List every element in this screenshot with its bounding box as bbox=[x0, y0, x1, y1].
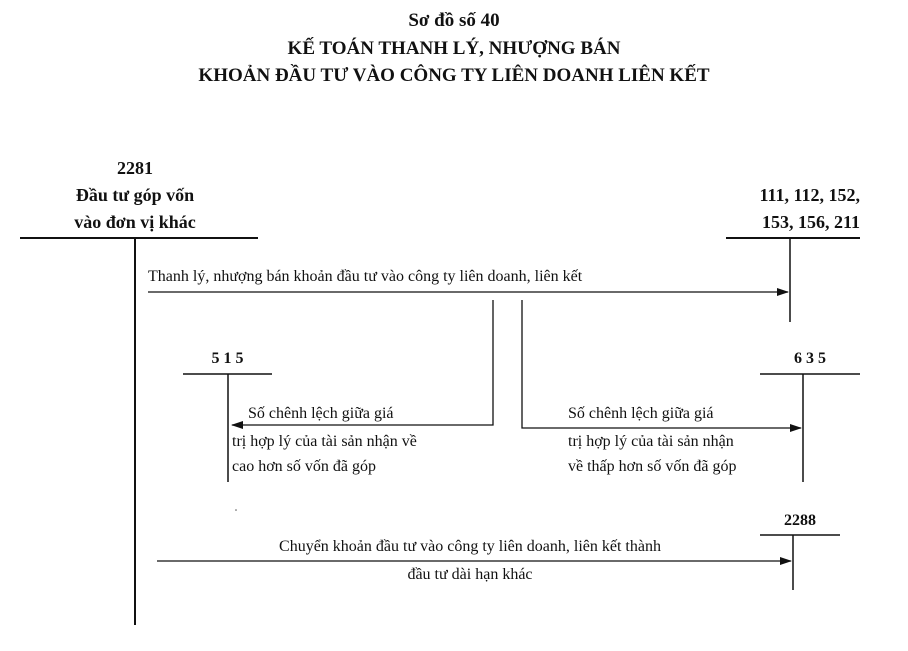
speck bbox=[235, 509, 237, 511]
gain-label-1: Số chênh lệch giữa giá bbox=[248, 405, 394, 422]
loss-label-1: Số chênh lệch giữa giá bbox=[568, 405, 714, 422]
account-635-code: 6 3 5 bbox=[794, 350, 826, 367]
account-2281-code: 2281 bbox=[117, 158, 153, 178]
gain-label-2: trị hợp lý của tài sản nhận về bbox=[232, 433, 417, 450]
account-2288-code: 2288 bbox=[784, 512, 816, 529]
title-line-1: KẾ TOÁN THANH LÝ, NHƯỢNG BÁN bbox=[287, 38, 621, 59]
transfer-label-2: đầu tư dài hạn khác bbox=[407, 566, 533, 583]
account-515-code: 5 1 5 bbox=[211, 350, 244, 367]
transfer-label-1: Chuyển khoản đầu tư vào công ty liên doanh, liên kết thành bbox=[279, 538, 661, 555]
diagram-number: Sơ đồ số 40 bbox=[408, 10, 500, 31]
disposal-label: Thanh lý, nhượng bán khoản đầu tư vào công ty liên doanh, liên kết bbox=[148, 268, 583, 285]
gain-label-3: cao hơn số vốn đã góp bbox=[232, 458, 376, 475]
account-111-line-2: 153, 156, 211 bbox=[761, 212, 860, 232]
title-line-2: KHOẢN ĐẦU TƯ VÀO CÔNG TY LIÊN DOANH LIÊN KẾT bbox=[198, 65, 710, 86]
loss-label-3: về thấp hơn số vốn đã góp bbox=[568, 458, 737, 475]
account-111-line-1: 111, 112, 152, bbox=[759, 185, 860, 205]
account-2281-name-2: vào đơn vị khác bbox=[74, 212, 196, 232]
loss-label-2: trị hợp lý của tài sản nhận bbox=[568, 433, 734, 450]
account-2281-name-1: Đầu tư góp vốn bbox=[75, 185, 195, 205]
